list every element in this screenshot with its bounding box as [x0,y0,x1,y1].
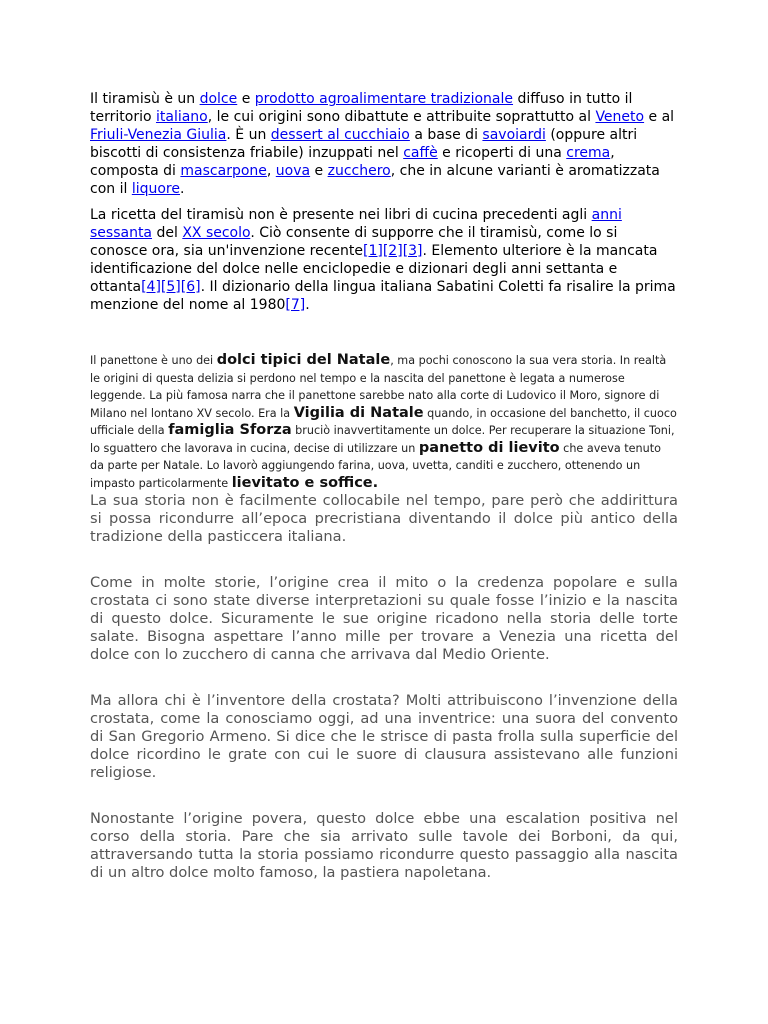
text: e [237,91,255,107]
crostata-paragraph-2: Come in molte storie, l’origine crea il mito o la credenza popolare e sulla crostata ci sono state diverse interpretazioni su quale fosse l’inizio e la nascita di questo dolce. Sicuramente le sue origine ricadono nella storia delle torte salate. Bisogna aspettare l’anno mille per trovare a Venezia una ricetta del dolce con lo zucchero di canna che arrivava dal Medio Oriente. [90,574,678,663]
text: e [310,163,328,179]
link-crema[interactable]: crema [566,145,611,161]
link-uova[interactable]: uova [275,163,311,179]
highlight-lievitato-e-soffice: lievitato e soffice. [231,474,379,491]
highlight-dolci-tipici: dolci tipici del Natale [216,352,391,368]
text: Il panettone è uno dei [90,354,217,367]
crostata-paragraph-1: La sua storia non è facilmente collocabile nel tempo, pare però che addirittura si possa ricondurre all’epoca precristiana diventando il dolce più antico della tradizione della pasticcera italiana. [90,492,678,545]
text: . [305,297,310,313]
spacer [90,322,678,352]
text: diffuso in tutto il territorio [90,91,633,125]
link-savoiardi[interactable]: savoiardi [482,127,546,143]
link-friuli-venezia-giulia[interactable]: Friuli-Venezia Giulia [90,127,227,143]
text: a base di [409,127,483,143]
text: , che in alcune varianti è aromatizzata con il [90,163,660,197]
link-zucchero[interactable]: zucchero [327,163,391,179]
text: , composta di [90,145,615,179]
highlight-vigilia-di-natale: Vigilia di Natale [293,404,424,421]
link-dessert-al-cucchiaio[interactable]: dessert al cucchiaio [270,127,410,143]
text: , [266,163,276,179]
text: , ma pochi conoscono la sua vera storia. In realtà le origini di questa delizia si perdono nel tempo e la nascita del panettone è legata a numerose leggende. La più famosa narra che il panettone sarebbe nato alla corte di Ludovico il Moro, signore di Milano nel lontano XV secolo. Era la [90,354,667,420]
reference-link-7[interactable]: [7] [285,297,306,313]
text: La ricetta del tiramisù non è presente nei libri di cucina precedenti agli [90,207,592,223]
link-prodotto-agroalimentare[interactable]: prodotto agroalimentare tradizionale [254,91,514,107]
text: che aveva tenuto da parte per Natale. Lo lavorò aggiungendo farina, uova, uvetta, canditi e zucchero, ottenendo un impasto particolarmente [90,441,661,490]
highlight-famiglia-sforza: famiglia Sforza [168,422,292,438]
crostata-paragraph-3: Ma allora chi è l’inventore della crostata? Molti attribuiscono l’invenzione della crostata, come la conosciamo oggi, ad una inventrice: una suora del convento di San Gregorio Armeno. Si dice che le strisce di pasta frolla sulla superficie del dolce ricordino le grate con cui le suore di clausura assistevano alle funzioni religiose. [90,692,678,781]
link-anni-sessanta[interactable]: anni sessanta [90,207,622,241]
link-dolce[interactable]: dolce [199,91,238,107]
text: . È un [226,127,271,143]
document-page [90,90,678,910]
reference-link-1[interactable]: [1] [363,243,383,259]
panettone-paragraph [90,352,678,492]
text: . Il dizionario della lingua italiana Sabatini Coletti fa risalire la prima menzione del nome al 1980 [90,279,676,313]
link-italiano[interactable]: italiano [155,109,208,125]
link-mascarpone[interactable]: mascarpone [180,163,267,179]
text: Il tiramisù è un [90,91,200,107]
reference-link-4[interactable]: [4] [141,279,161,295]
text: . Ciò consente di supporre che il tiramisù, come lo si conosce ora, sia un'invenzione recente [90,225,618,259]
link-veneto[interactable]: Veneto [595,109,645,125]
text: e al [644,109,675,125]
reference-link-3[interactable]: [3] [402,243,423,259]
text: , le cui origini sono dibattute e attribuite soprattutto al [207,109,596,125]
text: (oppure altri biscotti di consistenza friabile) inzuppati nel [90,127,638,161]
text: e ricoperti di una [437,145,567,161]
tiramisu-history-paragraph [90,206,678,314]
text: bruciò inavvertitamente un dolce. Per recuperare la situazione Toni, lo sguattero che lavorava in cucina, decise di utilizzare un [90,424,675,455]
text: quando, in occasione del banchetto, il cuoco ufficiale della [90,406,677,437]
text: . [180,181,185,197]
link-liquore[interactable]: liquore [131,181,180,197]
reference-link-2[interactable]: [2] [382,243,403,259]
text: del [152,225,183,241]
link-xx-secolo[interactable]: XX secolo [182,225,251,241]
link-caffe[interactable]: caffè [403,145,438,161]
tiramisu-intro-paragraph [90,90,678,198]
highlight-panetto-di-lievito: panetto di lievito [418,439,560,456]
reference-link-6[interactable]: [6] [180,279,201,295]
crostata-paragraph-4: Nonostante l’origine povera, questo dolce ebbe una escalation positiva nel corso della storia. Pare che sia arrivato sulle tavole dei Borboni, da qui, attraversando tutta la storia possiamo ricondurre questo passaggio alla nascita di un altro dolce molto famoso, la pastiera napoletana. [90,810,678,881]
text: . Elemento ulteriore è la mancata identificazione del dolce nelle enciclopedie e dizionari degli anni settanta e ottanta [90,243,658,295]
reference-link-5[interactable]: [5] [160,279,181,295]
